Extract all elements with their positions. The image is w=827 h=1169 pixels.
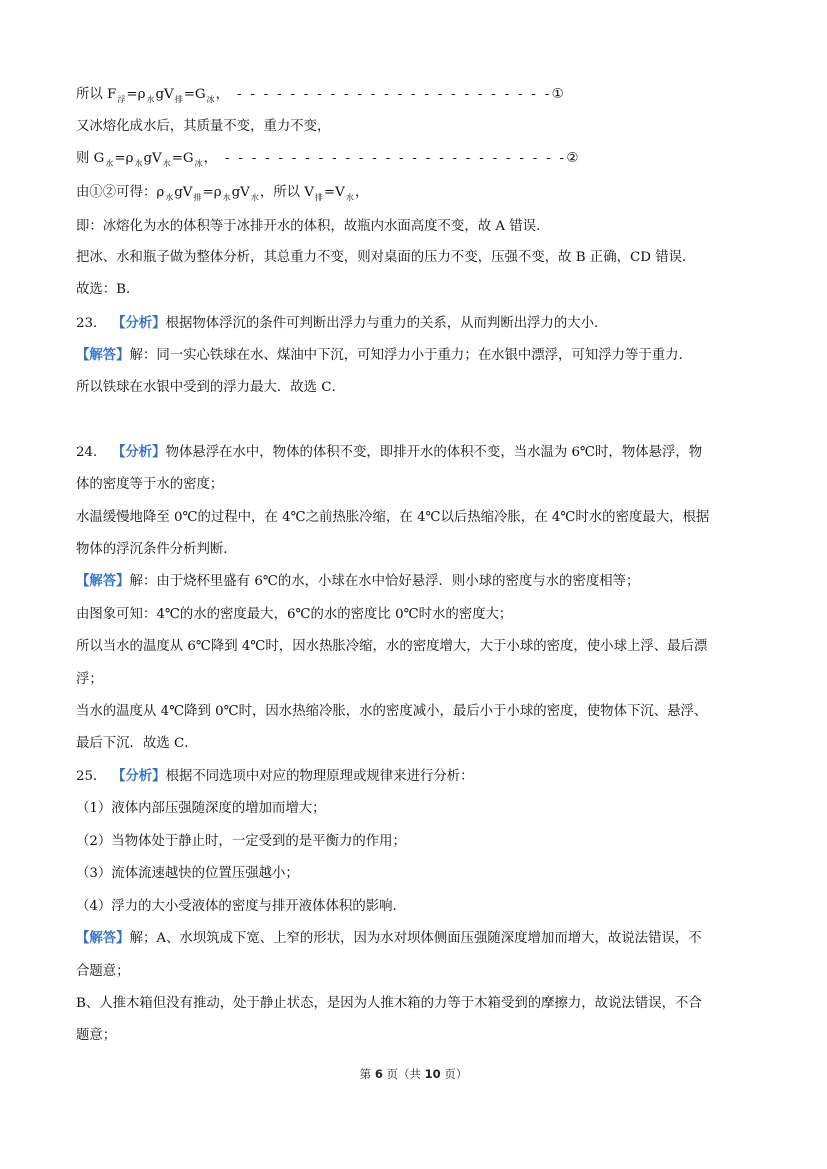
text-line: （1）液体内部压强随深度的增加而增大；	[76, 801, 326, 816]
subscript: 水	[222, 193, 231, 202]
question-number: 25．	[76, 769, 107, 784]
text: =V	[323, 185, 345, 200]
subscript: 冰	[194, 159, 203, 168]
answer-text: 解；A、水坝筑成下宽、上窄的形状，因为水对坝体侧面压强随深度增加而增大，故说法错误，不	[129, 931, 702, 946]
subscript: 水	[105, 159, 114, 168]
equation-3	[76, 183, 767, 204]
text-line: 最后下沉．故选 C．	[76, 736, 198, 751]
text: 由①②可得：ρ	[76, 185, 165, 200]
text-line: 水温缓慢地降至 0℃的过程中，在 4℃之前热胀冷缩，在 4℃以后热缩冷胀，在 4℃时水的密度最大，根据	[76, 510, 710, 525]
equation-1	[76, 85, 767, 106]
question-23-analysis	[76, 314, 767, 334]
text-line: 合题意；	[76, 964, 130, 979]
answer-tag: 【解答】	[76, 931, 130, 946]
question-23-answer	[76, 346, 767, 366]
answer-tag: 【解答】	[76, 348, 130, 363]
analysis-text: 根据不同选项中对应的物理原理或规律来进行分析：	[165, 769, 474, 784]
dash-leader: - - - - - - - - - - - - - - - - - - - - - - - -	[237, 87, 552, 102]
subscript: 排	[174, 95, 183, 104]
text: ，	[215, 87, 229, 102]
text: gV	[155, 87, 174, 102]
text: 则 G	[76, 151, 105, 166]
question-number: 24．	[76, 445, 107, 460]
page-footer	[0, 1066, 827, 1082]
text: 所以 F	[76, 87, 117, 102]
text: =G	[171, 151, 194, 166]
subscript: 浮	[117, 95, 126, 104]
text-line: （2）当物体处于静止时，一定受到的是平衡力的作用；	[76, 834, 406, 849]
footer-text: 第	[359, 1067, 375, 1081]
analysis-tag: 【分析】	[112, 445, 166, 460]
page-number: 6	[374, 1067, 383, 1081]
text-line: （3）流体流速越快的位置压强越小；	[76, 866, 299, 881]
text-line: 浮；	[76, 672, 103, 687]
text-line: 所以铁球在水银中受到的浮力最大．故选 C．	[76, 380, 345, 395]
answer-tag: 【解答】	[76, 574, 130, 589]
question-25-answer	[76, 929, 767, 949]
question-number: 23．	[76, 316, 107, 331]
text-line: B、人推木箱但没有推动，处于静止状态，是因为人推木箱的力等于木箱受到的摩擦力，故说法错误，不合	[76, 996, 702, 1011]
text: =ρ	[114, 151, 134, 166]
text: gV	[231, 185, 250, 200]
page-total: 10	[424, 1067, 441, 1081]
text: =ρ	[126, 87, 146, 102]
text: ，	[203, 151, 218, 166]
question-25-analysis	[76, 767, 767, 787]
subscript: 水	[134, 159, 143, 168]
text: =ρ	[202, 185, 222, 200]
analysis-text: 根据物体浮沉的条件可判断出浮力与重力的关系，从而判断出浮力的大小．	[165, 316, 608, 331]
text-line: （4）浮力的大小受液体的密度与排开液体体积的影响．	[76, 899, 406, 914]
text-line: 体的密度等于水的密度；	[76, 477, 224, 492]
footer-text: 页（共	[382, 1067, 425, 1081]
subscript: 排	[314, 193, 323, 202]
dash-leader: - - - - - - - - - - - - - - - - - - - - - - - - - -	[225, 151, 567, 166]
text: gV	[174, 185, 193, 200]
analysis-text: 物体悬浮在水中，物体的体积不变，即排开水的体积不变，当水温为 6℃时，物体悬浮，物	[165, 445, 703, 460]
text-line: 题意；	[76, 1028, 117, 1043]
equation-2	[76, 149, 767, 170]
subscript: 排	[193, 193, 202, 202]
subscript: 水	[345, 193, 354, 202]
equation-mark: ①	[551, 87, 564, 102]
text-line: 物体的浮沉条件分析判断．	[76, 542, 237, 557]
text-line: 当水的温度从 4℃降到 0℃时，因水热缩冷胀，水的密度减小，最后小于小球的密度，使物体下沉、悬浮、	[76, 704, 708, 719]
text-line: 所以当水的温度从 6℃降到 4℃时，因水热胀冷缩，水的密度增大，大于小球的密度，使小球上浮、最后漂	[76, 639, 708, 654]
text: =G	[183, 87, 206, 102]
text: ，	[354, 185, 369, 200]
text-line: 即：冰熔化为水的体积等于冰排开水的体积，故瓶内水面高度不变，故 A 错误．	[76, 219, 550, 234]
subscript: 水	[250, 193, 259, 202]
answer-text: 解：由于烧杯里盛有 6℃的水，小球在水中恰好悬浮．则小球的密度与水的密度相等；	[129, 574, 640, 589]
analysis-tag: 【分析】	[112, 316, 166, 331]
text: gV	[143, 151, 162, 166]
text: ，所以 V	[259, 185, 314, 200]
text-line: 又冰熔化成水后，其质量不变，重力不变，	[76, 119, 331, 134]
subscript: 冰	[206, 95, 215, 104]
equation-mark: ②	[566, 151, 579, 166]
text-line: 故选：B．	[76, 282, 140, 297]
subscript: 水	[165, 193, 174, 202]
analysis-tag: 【分析】	[112, 769, 166, 784]
text-line: 由图象可知：4℃的水的密度最大，6℃的水的密度比 0℃时水的密度大；	[76, 607, 513, 622]
footer-text: 页）	[440, 1067, 468, 1081]
text-line: 把冰、水和瓶子做为整体分析，其总重力不变，则对桌面的压力不变，压强不变，故 B 正确，CD 错误．	[76, 250, 696, 265]
question-24-answer	[76, 572, 767, 592]
answer-text: 解：同一实心铁球在水、煤油中下沉，可知浮力小于重力；在水银中漂浮，可知浮力等于重力．	[129, 348, 692, 363]
question-24-analysis	[76, 443, 767, 463]
subscript: 水	[162, 159, 171, 168]
subscript: 水	[146, 95, 155, 104]
